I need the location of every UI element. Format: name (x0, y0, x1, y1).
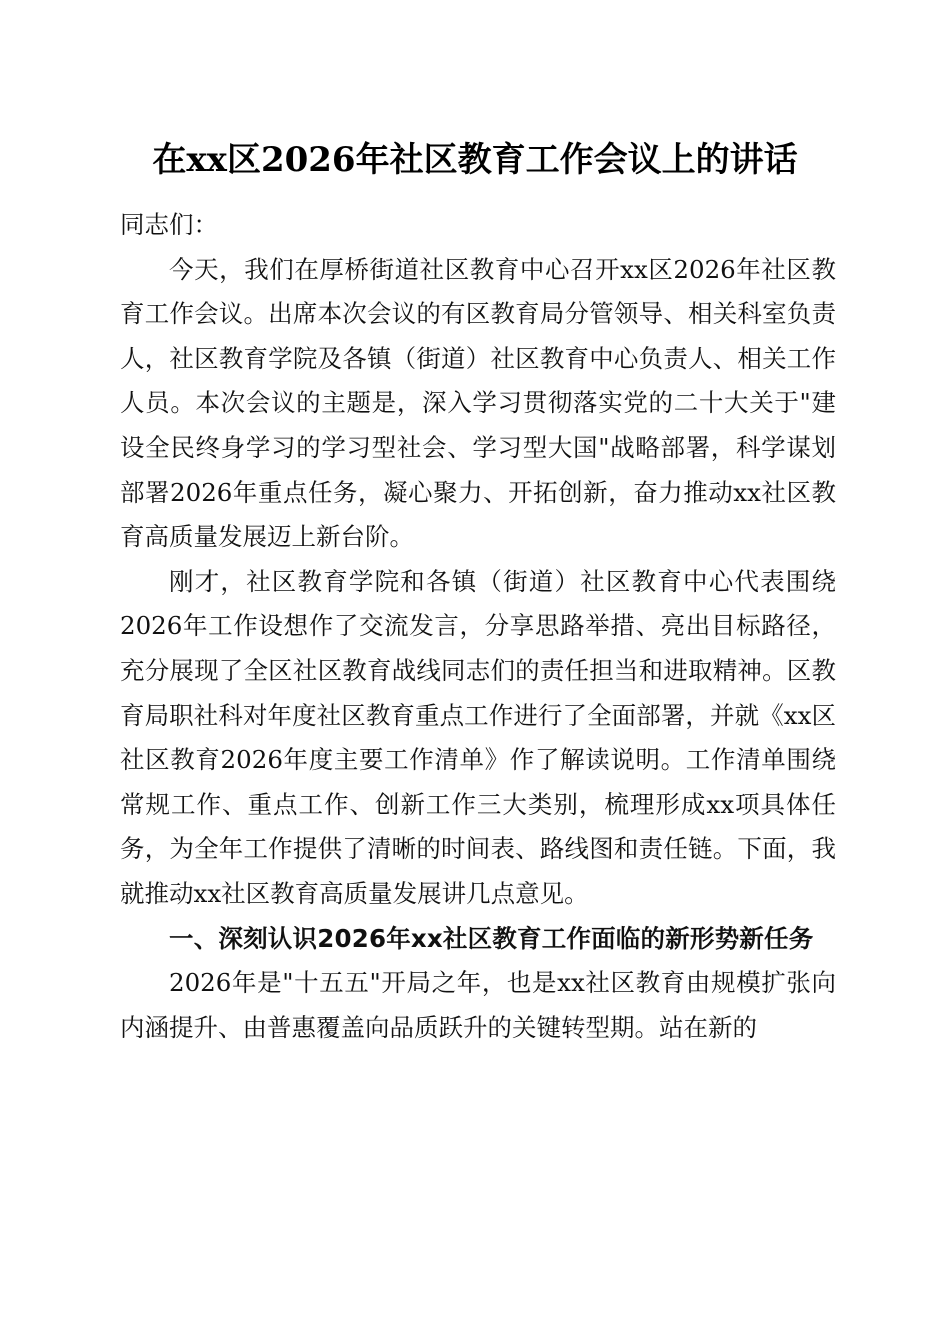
paragraph-review: 刚才，社区教育学院和各镇（街道）社区教育中心代表围绕2026年工作设想作了交流发言，分享思路举措、亮出目标路径，充分展现了全区社区教育战线同志们的责任担当和进取精神。区教育局职社科对年度社区教育重点工作进行了全面部署，并就《xx区社区教育2026年度主要工作清单》作了解读说明。工作清单围绕常规工作、重点工作、创新工作三大类别，梳理形成xx项具体任务，为全年工作提供了清晰的时间表、路线图和责任链。下面，我就推动xx社区教育高质量发展讲几点意见。 (120, 566, 836, 908)
paragraph-opening: 今天，我们在厚桥街道社区教育中心召开xx区2026年社区教育工作会议。出席本次会议的有区教育局分管领导、相关科室负责人，社区教育学院及各镇（街道）社区教育中心负责人、相关工作人员。本次会议的主题是，深入学习贯彻落实党的二十大关于"建设全民终身学习的学习型社会、学习型大国"战略部署，科学谋划部署2026年重点任务，凝心聚力、开拓创新，奋力推动xx社区教育高质量发展迈上新台阶。 (120, 254, 836, 552)
section-heading-1: 一、深刻认识2026年xx社区教育工作面临的新形势新任务 (169, 923, 814, 953)
speech-title: 在xx区2026年社区教育工作会议上的讲话 (152, 140, 798, 180)
speech-body (120, 200, 836, 1050)
salutation: 同志们： (120, 210, 218, 239)
paragraph-section-1: 2026年是"十五五"开局之年，也是xx社区教育由规模扩张向内涵提升、由普惠覆盖向品质跃升的关键转型期。站在新的 (120, 968, 836, 1042)
